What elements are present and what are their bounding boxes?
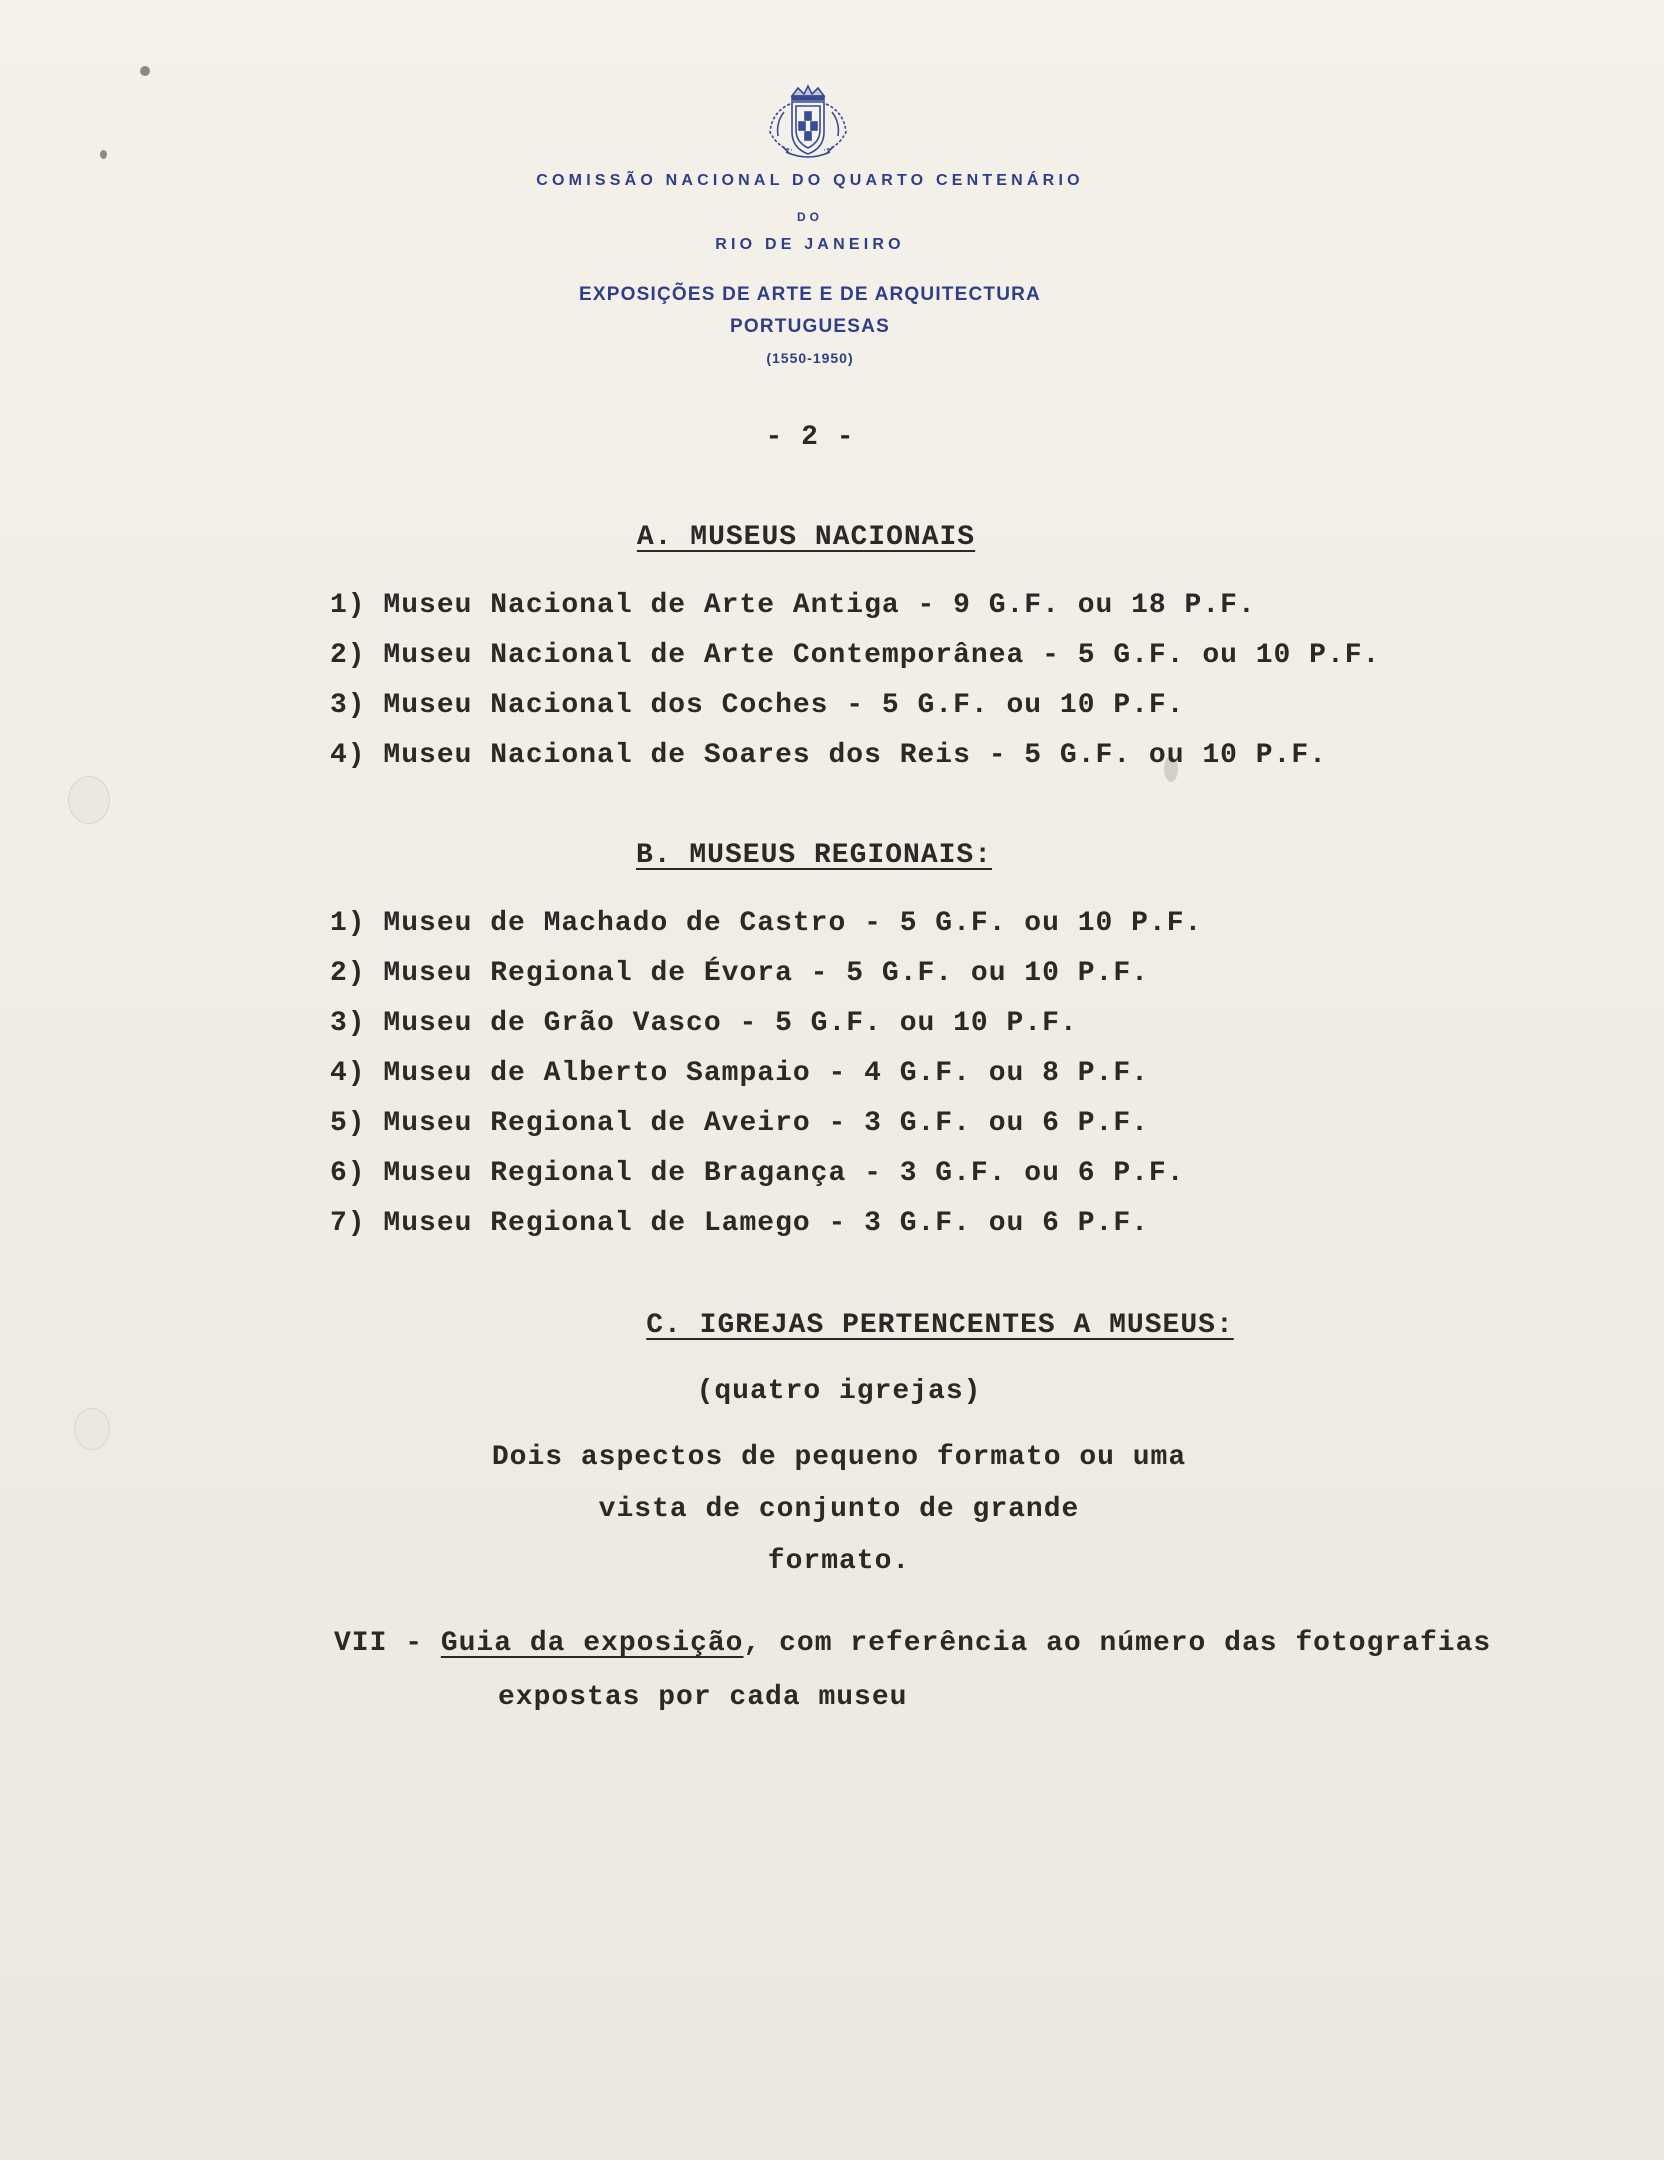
list-item: 1) Museu de Machado de Castro - 5 G.F. ou 10 P.F. xyxy=(330,908,1203,939)
section-c-note-line: formato. xyxy=(767,1546,911,1577)
section-c-heading xyxy=(130,1310,1664,1341)
letterhead-do: DO xyxy=(797,210,823,224)
list-item: 2) Museu Regional de Évora - 5 G.F. ou 10 P.F. xyxy=(330,958,1149,989)
paper-spot xyxy=(140,66,150,76)
list-item: 4) Museu de Alberto Sampaio - 4 G.F. ou 8 P.F. xyxy=(330,1058,1149,1089)
section-a-heading-text: A. MUSEUS NACIONAIS xyxy=(636,522,976,553)
letterhead-rio: RIO DE JANEIRO xyxy=(715,236,905,253)
guide-rest: , com referência ao número das fotografias xyxy=(743,1628,1492,1659)
list-item: 1) Museu Nacional de Arte Antiga - 9 G.F. ou 18 P.F. xyxy=(330,590,1256,621)
guide-title: Guia da exposição xyxy=(440,1628,744,1659)
letterhead-commission: COMISSÃO NACIONAL DO QUARTO CENTENÁRIO xyxy=(536,172,1084,189)
guide-line-2: expostas por cada museu xyxy=(498,1682,908,1713)
punch-hole-top xyxy=(68,776,110,824)
section-b-heading-text: B. MUSEUS REGIONAIS: xyxy=(635,840,993,871)
section-c-note-line: vista de conjunto de grande xyxy=(598,1494,1080,1525)
list-item: 3) Museu de Grão Vasco - 5 G.F. ou 10 P.F. xyxy=(330,1008,1078,1039)
section-c-subtitle: (quatro igrejas) xyxy=(696,1376,982,1407)
list-item: 4) Museu Nacional de Soares dos Reis - 5 G.F. ou 10 P.F. xyxy=(330,740,1327,771)
letterhead-years: (1550-1950) xyxy=(766,350,854,366)
section-c-note-line: Dois aspectos de pequeno formato ou uma xyxy=(491,1442,1187,1473)
page-number: - 2 - xyxy=(765,422,855,453)
guide-prefix: VII - xyxy=(334,1628,441,1659)
section-c-heading-text: C. IGREJAS PERTENCENTES A MUSEUS: xyxy=(646,1310,1234,1341)
paper-spot xyxy=(100,150,107,159)
list-item: 5) Museu Regional de Aveiro - 3 G.F. ou 6 P.F. xyxy=(330,1108,1149,1139)
list-item: 2) Museu Nacional de Arte Contemporânea - 5 G.F. ou 10 P.F. xyxy=(330,640,1381,671)
guide-line xyxy=(334,1628,1491,1659)
section-a-heading xyxy=(0,522,1616,553)
letterhead-exhibitions: EXPOSIÇÕES DE ARTE E DE ARQUITECTURA xyxy=(579,284,1041,305)
list-item: 7) Museu Regional de Lamego - 3 G.F. ou 6 P.F. xyxy=(330,1208,1149,1239)
section-b-heading xyxy=(4,840,1624,871)
list-item: 3) Museu Nacional dos Coches - 5 G.F. ou 10 P.F. xyxy=(330,690,1185,721)
list-item: 6) Museu Regional de Bragança - 3 G.F. ou 6 P.F. xyxy=(330,1158,1185,1189)
letterhead-portuguesas: PORTUGUESAS xyxy=(730,316,890,337)
coat-of-arms-icon xyxy=(762,82,854,164)
